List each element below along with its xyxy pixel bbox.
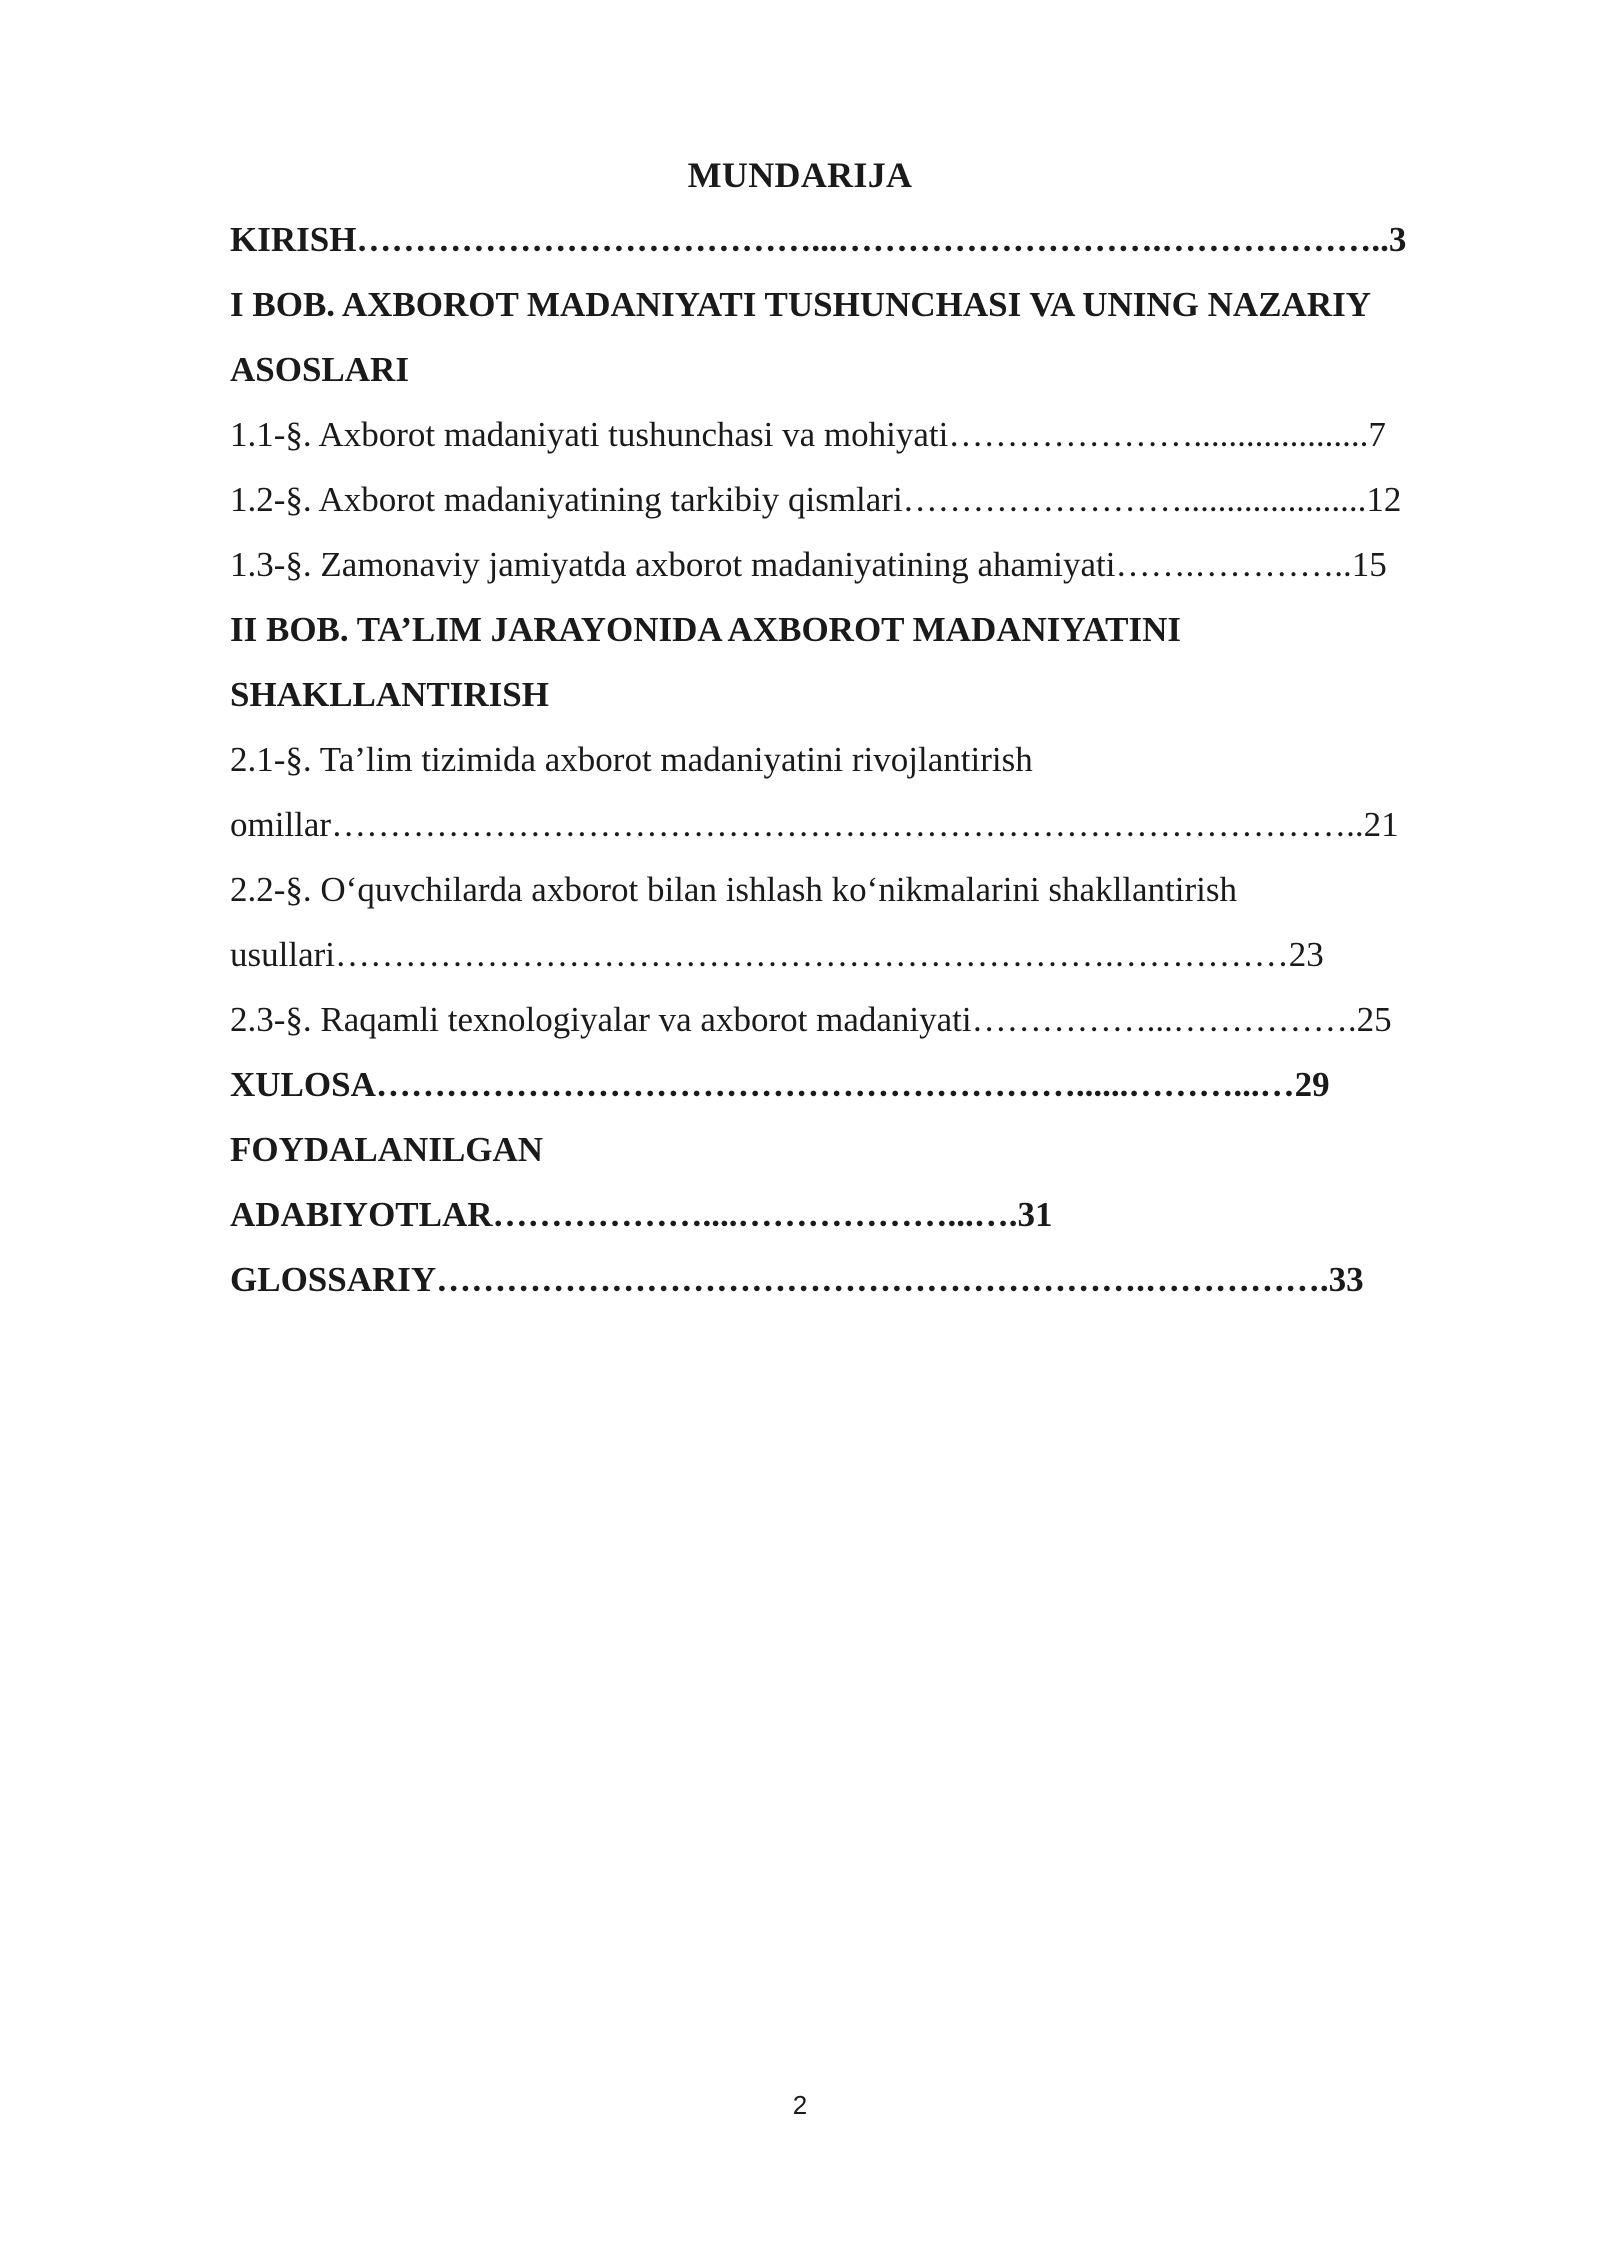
toc-entry: 1.1-§. Axborot madaniyati tushunchasi va mohiyati…………………....................7 — [230, 415, 1386, 454]
toc-entry: 2.3-§. Raqamli texnologiyalar va axborot madaniyati……………...…………….25 — [230, 1000, 1392, 1039]
toc-entry: 1.3-§. Zamonaviy jamiyatda axborot madaniyatining ahamiyati…….…………..15 — [230, 545, 1387, 584]
page-number: 2 — [792, 2090, 808, 2120]
toc-entry: II BOB. TA’LIM JARAYONIDA AXBOROT MADANIYATINI — [230, 610, 1181, 649]
toc-entry: GLOSSARIY…………………………………………………….…………….33 — [230, 1260, 1364, 1299]
toc-entry: ASOSLARI — [230, 350, 409, 389]
toc-entry: FOYDALANILGAN — [230, 1130, 544, 1169]
toc-entry: 1.2-§. Axborot madaniyatining tarkibiy qismlari…………………….....................12 — [230, 480, 1402, 519]
toc-entry: KIRISH…………………………………...……………………….………………..3 — [230, 220, 1407, 259]
table-of-contents — [230, 215, 1500, 1320]
toc-entry: SHAKLLANTIRISH — [230, 675, 549, 714]
page-title: MUNDARIJA — [687, 155, 913, 195]
toc-entry: 2.2-§. O‘quvchilarda axborot bilan ishlash ko‘nikmalarini shakllantirish — [230, 870, 1238, 909]
toc-entry: 2.1-§. Ta’lim tizimida axborot madaniyatini rivojlantirish — [230, 740, 1033, 779]
toc-entry: ADABIYOTLAR………………....………………...….31 — [230, 1195, 1053, 1234]
toc-entry: XULOSA……………………………………………………......………...…29 — [230, 1065, 1330, 1104]
toc-entry: usullari………………………………………………………….……………23 — [230, 935, 1324, 974]
toc-entry: I BOB. AXBOROT MADANIYATI TUSHUNCHASI VA UNING NAZARIY — [230, 285, 1371, 324]
toc-entry: omillar……………………………………………………………………………..21 — [230, 805, 1399, 844]
